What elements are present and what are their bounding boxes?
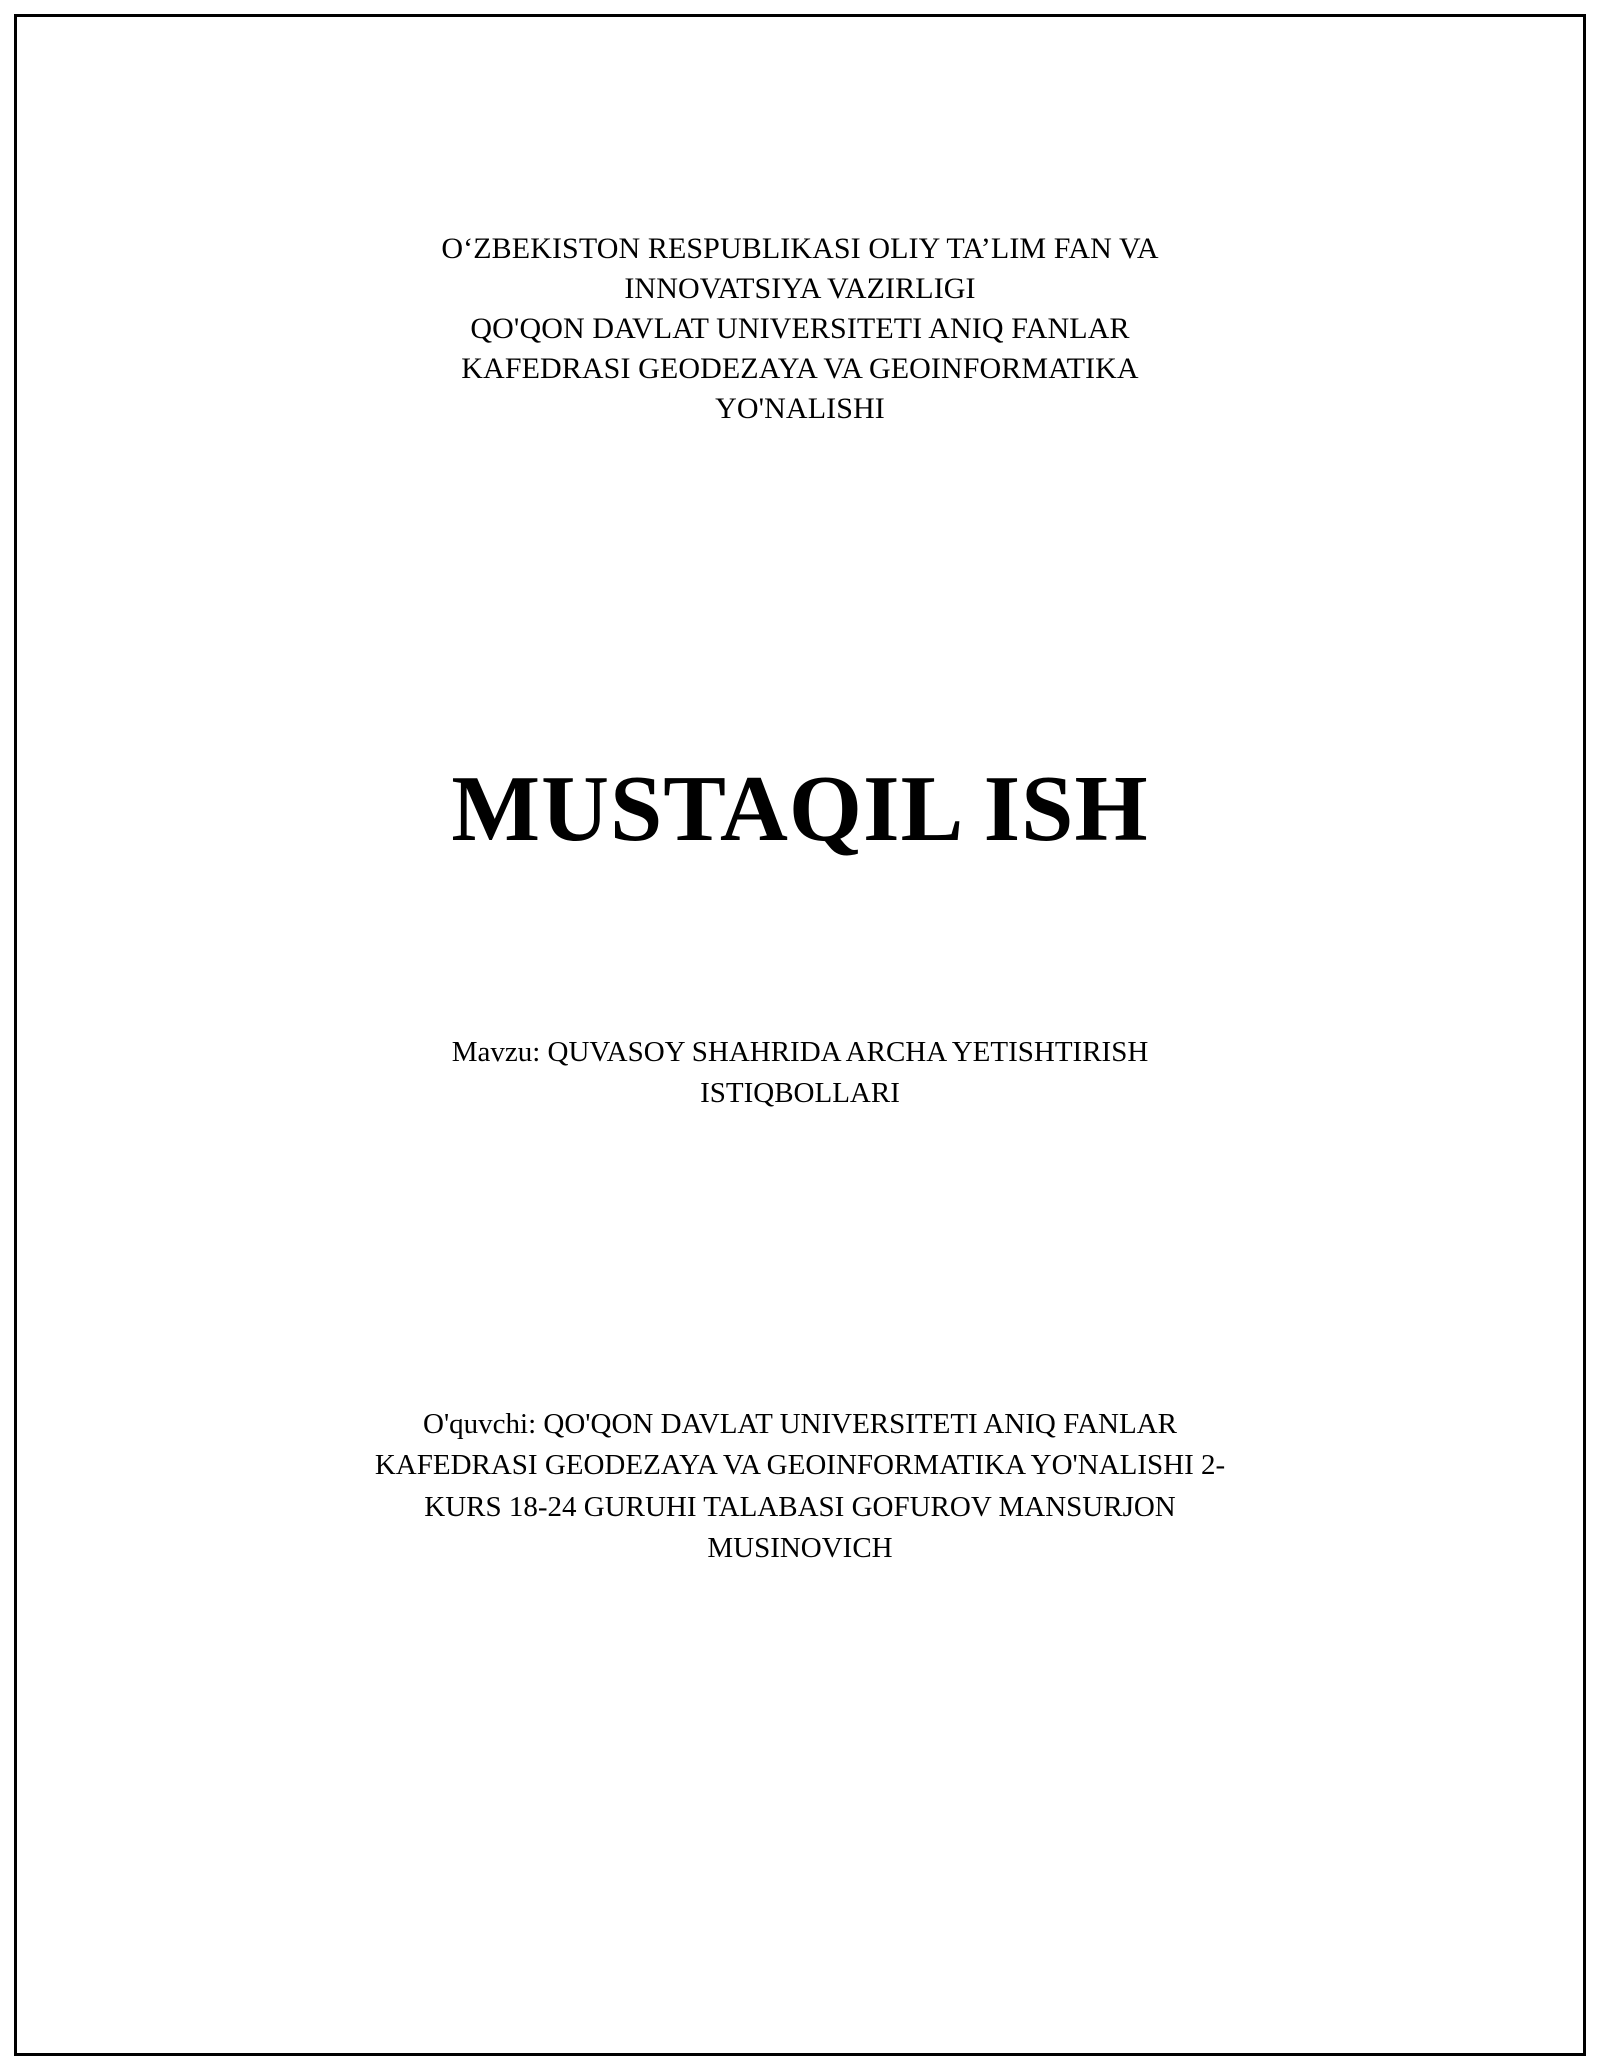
ministry-line-4: KAFEDRASI GEODEZAYA VA GEOINFORMATIKA: [461, 351, 1139, 385]
title-block: [124, 758, 1476, 861]
institution-header: [124, 229, 1476, 428]
author-line-1: O'quvchi: QO'QON DAVLAT UNIVERSITETI ANIQ FANLAR: [423, 1408, 1177, 1441]
subject-block: [124, 1032, 1476, 1114]
ministry-line-2: INNOVATSIYA VAZIRLIGI: [624, 271, 976, 305]
subject-line-2: ISTIQBOLLARI: [700, 1077, 900, 1110]
ministry-line-5: YO'NALISHI: [715, 391, 885, 425]
author-line-4: MUSINOVICH: [707, 1531, 893, 1564]
document-title: MUSTAQIL ISH: [451, 757, 1149, 862]
page-content: [14, 14, 1586, 2056]
author-block: [124, 1404, 1476, 1569]
ministry-line-3: QO'QON DAVLAT UNIVERSITETI ANIQ FANLAR: [470, 311, 1130, 345]
ministry-line-1: O‘ZBEKISTON RESPUBLIKASI OLIY TA’LIM FAN VA: [441, 232, 1159, 265]
author-line-2: KAFEDRASI GEODEZAYA VA GEOINFORMATIKA YO'NALISHI 2-: [374, 1449, 1226, 1482]
author-line-3: KURS 18-24 GURUHI TALABASI GOFUROV MANSURJON: [424, 1490, 1176, 1523]
subject-line-1: Mavzu: QUVASOY SHAHRIDA ARCHA YETISHTIRISH: [451, 1035, 1149, 1068]
